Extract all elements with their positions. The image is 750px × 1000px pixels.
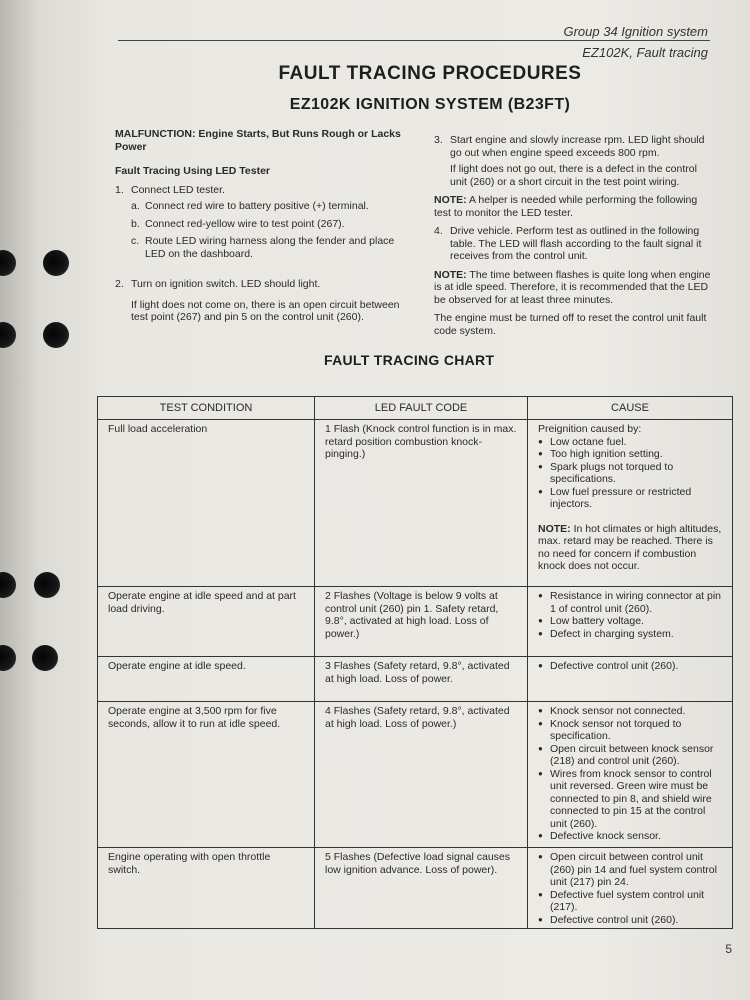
substep-letter: c. — [131, 235, 140, 247]
step-4 — [434, 225, 712, 263]
cause-item: ● Too high ignition setting. — [538, 448, 722, 461]
substep-text: Connect red-yellow wire to test point (267). — [145, 217, 345, 230]
reset-instruction: The engine must be turned off to reset the control unit fault code system. — [434, 312, 707, 337]
cause-item: ● Defect in charging system. — [538, 628, 722, 641]
binder-hole — [43, 250, 69, 276]
helper-note — [434, 194, 712, 219]
page-subtitle: EZ102K IGNITION SYSTEM (B23FT) — [289, 96, 571, 113]
cause-cell — [528, 657, 733, 702]
table-row — [98, 587, 733, 657]
table-header-row — [98, 397, 733, 420]
step-1b — [131, 218, 405, 231]
test-condition-cell: Operate engine at idle speed. — [98, 657, 315, 702]
cause-item: ● Defective control unit (260). — [538, 914, 722, 927]
cause-item: ● Knock sensor not connected. — [538, 705, 722, 718]
cause-list — [538, 660, 722, 673]
step-text: Turn on ignition switch. LED should light. — [131, 278, 321, 290]
led-fault-code-cell: 4 Flashes (Safety retard, 9.8°, activated at high load. Loss of power.) — [315, 702, 528, 848]
cause-cell — [528, 420, 733, 587]
step-number: 3. — [434, 134, 443, 146]
idle-note — [434, 269, 712, 307]
cause-intro: Preignition caused by: — [538, 423, 642, 435]
right-column — [434, 134, 712, 337]
led-fault-code-cell: 3 Flashes (Safety retard, 9.8°, activated at high load. Loss of power. — [315, 657, 528, 702]
cause-item: ● Low fuel pressure or restricted injectors. — [538, 486, 722, 511]
chart-title: FAULT TRACING CHART — [324, 352, 495, 368]
substep-letter: b. — [131, 217, 140, 230]
step-1 — [115, 184, 405, 197]
cause-list — [538, 705, 722, 843]
step-text: Connect LED tester. — [131, 183, 225, 196]
binder-hole — [0, 250, 16, 276]
cause-item: ● Low octane fuel. — [538, 436, 722, 449]
malfunction-heading: MALFUNCTION: Engine Starts, But Runs Rough or Lacks Power — [115, 128, 401, 153]
cause-cell — [528, 702, 733, 848]
binder-hole — [0, 572, 16, 598]
cause-item: ● Defective knock sensor. — [538, 830, 722, 843]
note-label: NOTE: — [538, 522, 571, 535]
cause-note — [538, 523, 722, 573]
note-label: NOTE: — [434, 194, 467, 206]
left-column — [115, 128, 405, 328]
column-header-led-fault-code: LED FAULT CODE — [315, 397, 528, 420]
step-number: 4. — [434, 225, 443, 237]
table-row — [98, 657, 733, 702]
cause-item: ● Low battery voltage. — [538, 615, 722, 628]
substep-text: Route LED wiring harness along the fender and place LED on the dashboard. — [145, 235, 395, 260]
step-2 — [115, 278, 405, 291]
cause-item: ● Defective fuel system control unit (217). — [538, 889, 722, 914]
binder-hole — [34, 572, 60, 598]
step-3 — [434, 134, 712, 159]
header-rule — [118, 40, 710, 41]
page-title: FAULT TRACING PROCEDURES — [278, 63, 582, 84]
note-text: A helper is needed while performing the following test to monitor the LED tester. — [434, 194, 698, 219]
fault-tracing-table — [97, 396, 733, 929]
step-3-note: If light does not go out, there is a defect in the control unit (260) or a short circuit in the test point wiring. — [450, 163, 697, 188]
table-row — [98, 420, 733, 587]
binder-hole — [32, 645, 58, 671]
cause-item: ● Open circuit between knock sensor (218) and control unit (260). — [538, 743, 722, 768]
cause-item: ● Defective control unit (260). — [538, 660, 722, 673]
step-1c — [131, 235, 405, 260]
cause-list — [538, 851, 722, 926]
led-fault-code-cell: 5 Flashes (Defective load signal causes low ignition advance. Loss of power). — [315, 848, 528, 929]
led-fault-code-cell: 1 Flash (Knock control function is in max. retard position combustion knock-pinging.) — [315, 420, 528, 587]
step-text: Drive vehicle. Perform test as outlined in the following table. The LED will flash according to the fault signal it receives from the control unit. — [450, 225, 702, 262]
substep-text: Connect red wire to battery positive (+) terminal. — [145, 200, 369, 212]
note-text: In hot climates or high altitudes, max. retard may be reached. There is no need for concern if combustion knock does not occur. — [538, 522, 722, 572]
cause-item: ● Open circuit between control unit (260) pin 14 and fuel system control unit (217) pin 24. — [538, 851, 722, 889]
page-number: 5 — [725, 942, 732, 956]
step-number: 2. — [115, 278, 124, 290]
binder-hole — [0, 645, 16, 671]
cause-list — [538, 436, 722, 511]
step-text: Start engine and slowly increase rpm. LED light should go out when engine speed exceeds 800 rpm. — [450, 134, 705, 159]
procedure-subheading: Fault Tracing Using LED Tester — [115, 165, 270, 177]
cause-cell — [528, 848, 733, 929]
binder-hole — [43, 322, 69, 348]
cause-item: ● Wires from knock sensor to control unit reversed. Green wire must be connected to pin 8, and shield wire connected to pin 15 at the control unit (260). — [538, 768, 722, 831]
header-section: EZ102K, Fault tracing — [582, 45, 708, 60]
note-text: The time between flashes is quite long when engine is at idle speed. Therefore, it is recommended that the LED be observed for at least three minutes. — [434, 268, 711, 306]
cause-item: ● Spark plugs not torqued to specifications. — [538, 461, 722, 486]
led-fault-code-cell: 2 Flashes (Voltage is below 9 volts at control unit (260) pin 1. Safety retard, 9.8°, activated at high load. Loss of power.) — [315, 587, 528, 657]
table-row — [98, 848, 733, 929]
cause-cell — [528, 587, 733, 657]
column-header-test-condition: TEST CONDITION — [98, 397, 315, 420]
test-condition-cell: Operate engine at idle speed and at part load driving. — [98, 587, 315, 657]
column-header-cause: CAUSE — [528, 397, 733, 420]
substep-letter: a. — [131, 200, 140, 212]
cause-item: ● Resistance in wiring connector at pin 1 of control unit (260). — [538, 590, 722, 615]
step-number: 1. — [115, 183, 124, 196]
cause-item: ● Knock sensor not torqued to specification. — [538, 718, 722, 743]
step-2-note: If light does not come on, there is an open circuit between test point (267) and pin 5 on the control unit (260). — [131, 298, 400, 323]
test-condition-cell: Operate engine at 3,500 rpm for five seconds, allow it to run at idle speed. — [98, 702, 315, 848]
test-condition-cell: Engine operating with open throttle switch. — [98, 848, 315, 929]
table-row — [98, 702, 733, 848]
cause-list — [538, 590, 722, 640]
test-condition-cell: Full load acceleration — [98, 420, 315, 587]
header-group: Group 34 Ignition system — [563, 24, 708, 39]
binder-hole — [0, 322, 16, 348]
note-label: NOTE: — [434, 268, 467, 281]
step-1a — [131, 200, 405, 213]
